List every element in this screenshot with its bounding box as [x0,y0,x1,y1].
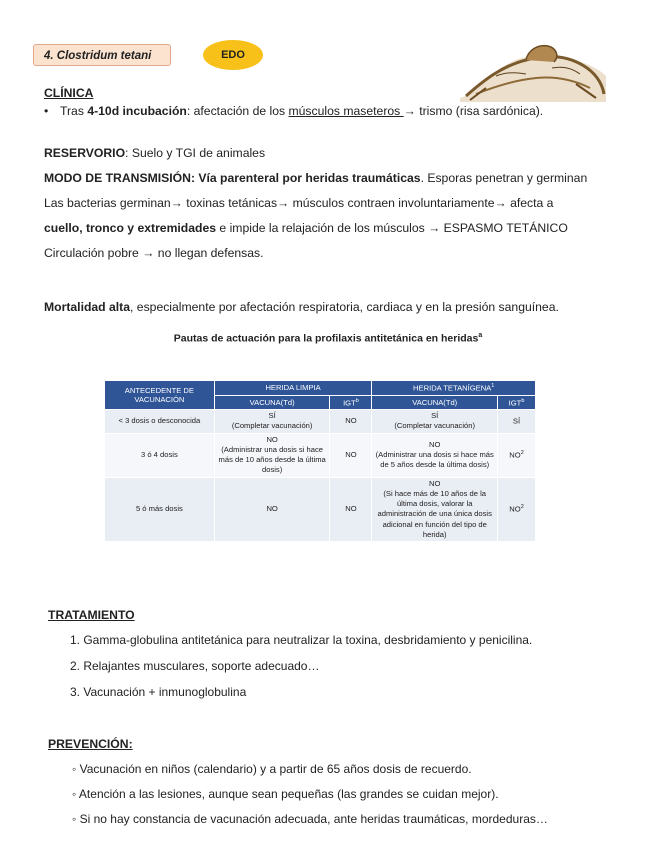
cell-teta-igt-footnote: 2 [520,449,524,456]
col-limpia-vacuna: VACUNA(Td) [214,395,330,410]
tratamiento-heading: TRATAMIENTO [48,608,135,622]
transmision-bold: : Vía parenteral por heridas traumáticas [190,171,421,185]
clinica-heading: CLÍNICA [44,86,94,100]
clinica-text-mid: : afectación de los [186,104,289,118]
cell-teta-vacuna: NO (Administrar una dosis si hace más de 5 años desde la última dosis) [372,433,498,477]
cell-teta-igt-footnote: 2 [520,503,524,510]
reservorio-text: : Suelo y TGI de animales [125,146,266,160]
mortalidad-text: , especialmente por afectación respiratoria, cardiaca y en la presión sanguínea. [130,300,559,314]
cell-antecedente: 5 ó más dosis [105,477,215,542]
cell-teta-igt [498,410,536,434]
table-row [105,433,536,477]
clinica-bold: 4-10d incubación [87,104,187,118]
transmision-label: MODO DE TRANSMISIÓN [44,171,191,185]
transmision-line-4: Circulación pobre → no llegan defensas. [44,246,264,260]
col-limpia-igt [330,395,372,410]
cell-antecedente: 3 ó 4 dosis [105,433,215,477]
cell-antecedente: < 3 dosis o desconocida [105,410,215,434]
table-title-text: Pautas de actuación para la profilaxis antitetánica en heridas [173,332,479,345]
col-antecedente: ANTECEDENTE DE VACUNACIÓN [105,381,215,410]
section-title-box: 4. Clostridum tetani [33,44,171,66]
col-herida-tetanigena [372,381,536,396]
prophylaxis-table [104,380,536,542]
transmision-line-3 [44,221,568,235]
table-row [105,477,536,542]
cell-teta-igt-value: SÍ [512,416,521,426]
clinica-text: Tras [60,104,88,118]
table-row [105,410,536,434]
transmision-line3-text: e impide la relajación de los músculos → ESPASMO TETÁNICO [216,221,568,235]
transmision-line-1 [44,171,587,185]
tratamiento-item: 3. Vacunación + inmunoglobulina [70,685,247,699]
cell-limpia-igt: NO [330,433,372,477]
col-igt-label: IGT [508,398,522,408]
cell-limpia-igt: NO [330,410,372,434]
cell-teta-igt [498,433,536,477]
col-teta-vacuna: VACUNA(Td) [372,395,498,410]
col-tetanigena-footnote: 1 [491,383,495,389]
cell-limpia-vacuna: NO (Administrar una dosis si hace más de 10 años desde la última dosis) [214,433,330,477]
clinica-underlined: músculos maseteros [288,104,404,118]
prevencion-item: ◦ Vacunación en niños (calendario) y a partir de 65 años dosis de recuerdo. [72,762,472,776]
cell-teta-igt-value: NO [509,450,521,460]
col-tetanigena-label: HERIDA TETANÍGENA [413,383,492,393]
col-igt-footnote: b [355,397,359,404]
table-title [0,332,656,345]
transmision-line-2: Las bacterias germinan→ toxinas tetánicas→ músculos contraen involuntariamente→ afecta a [44,196,554,210]
reservorio-line [44,146,265,160]
prevencion-heading: PREVENCIÓN: [48,737,133,751]
clinica-text-end: → trismo (risa sardónica). [403,104,544,118]
bullet-icon: • [44,104,49,118]
transmision-text: . Esporas penetran y germinan [420,171,588,185]
tratamiento-item: 1. Gamma-globulina antitetánica para neutralizar la toxina, desbridamiento y penicilina. [70,633,533,647]
col-herida-limpia: HERIDA LIMPIA [214,381,372,396]
mortalidad-bold: Mortalidad alta [44,300,131,314]
table-title-footnote: a [478,332,483,339]
cell-teta-vacuna: SÍ (Completar vacunación) [372,410,498,434]
cell-teta-igt [498,477,536,542]
edo-badge: EDO [203,40,263,70]
col-igt-label: IGT [343,398,356,408]
clinica-line [44,104,543,118]
opisthotonus-illustration [456,36,608,106]
prevencion-item: ◦ Si no hay constancia de vacunación adecuada, ante heridas traumáticas, mordeduras… [72,812,548,826]
cell-limpia-vacuna: SÍ (Completar vacunación) [214,410,330,434]
cell-teta-vacuna: NO (Si hace más de 10 años de la última dosis, valorar la administración de una única dosis adicional en función del tipo de herida) [372,477,498,542]
col-igt-footnote: b [521,397,525,404]
col-teta-igt [498,395,536,410]
prevencion-item: ◦ Atención a las lesiones, aunque sean pequeñas (las grandes se cuidan mejor). [72,787,499,801]
cell-limpia-vacuna: NO [214,477,330,542]
tratamiento-item: 2. Relajantes musculares, soporte adecuado… [70,659,320,673]
transmision-line3-bold: cuello, tronco y extremidades [44,221,217,235]
reservorio-label: RESERVORIO [44,146,126,160]
cell-teta-igt-value: NO [509,504,521,514]
cell-limpia-igt: NO [330,477,372,542]
mortalidad-line [44,300,559,314]
